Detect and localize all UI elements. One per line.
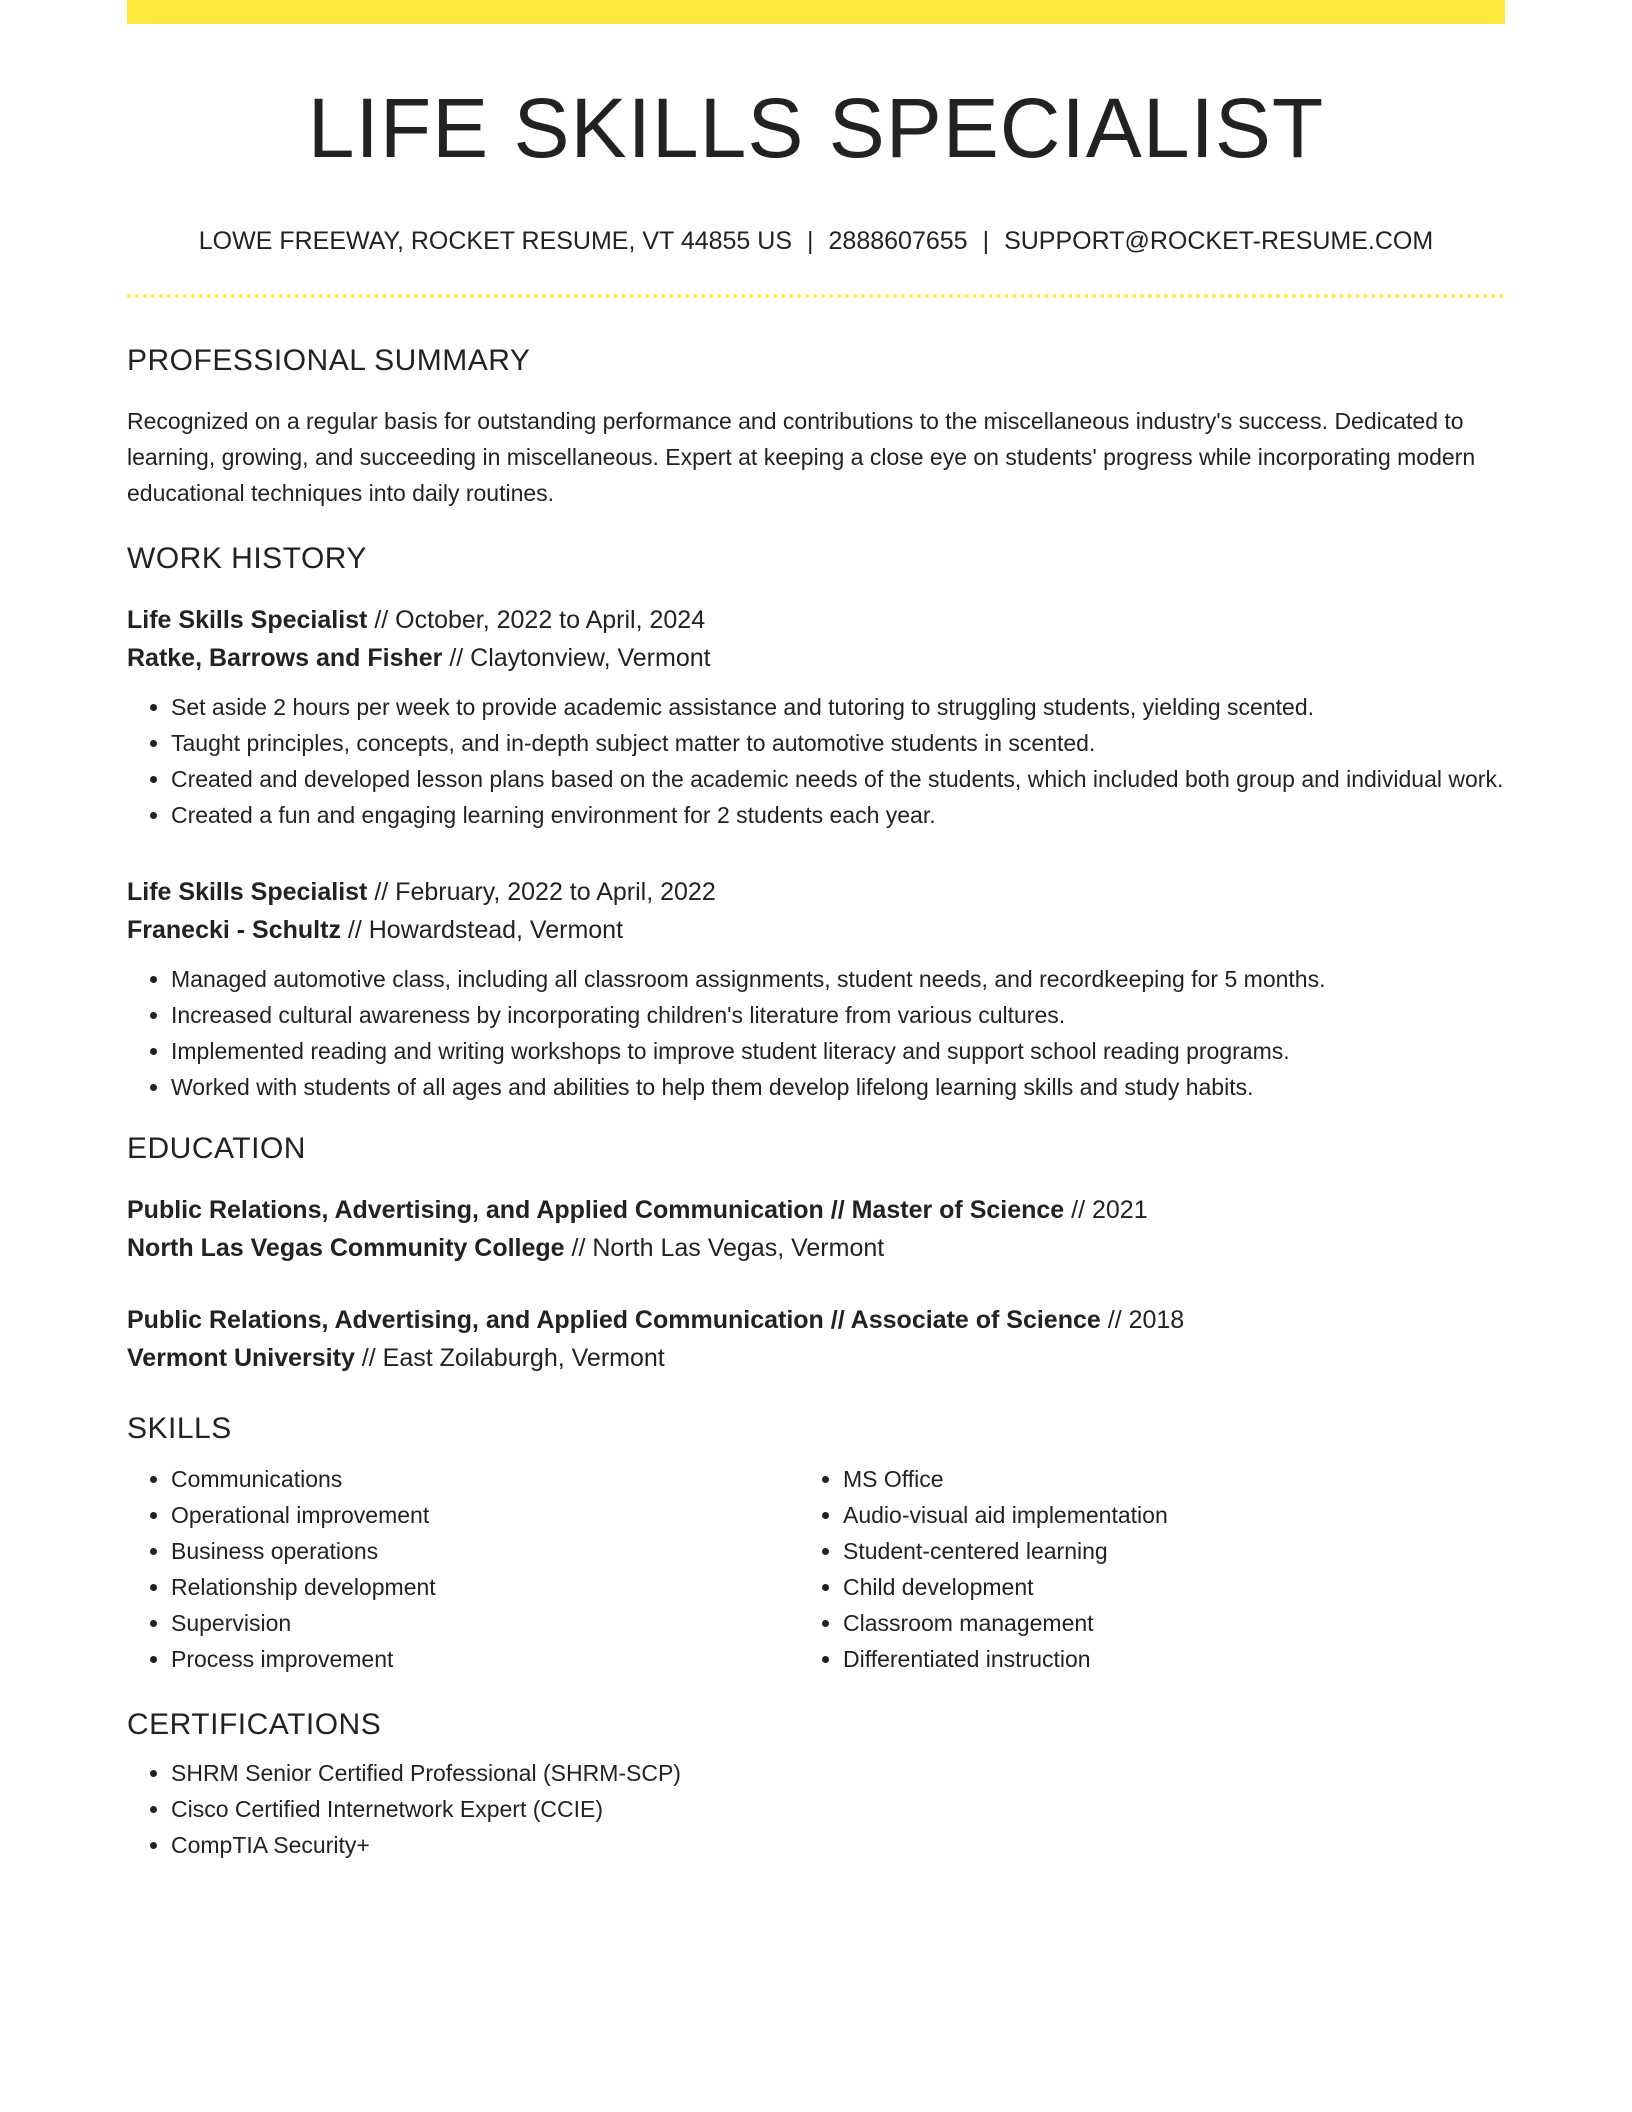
certifications-heading: CERTIFICATIONS <box>127 1708 382 1742</box>
job-role: Life Skills Specialist <box>127 878 368 907</box>
job-company-line <box>127 639 1505 677</box>
job-role: Life Skills Specialist <box>127 606 368 635</box>
list-item: • Child development <box>843 1569 1471 1605</box>
contact-separator: | <box>982 227 990 256</box>
resume-title: LIFE SKILLS SPECIALIST <box>307 81 1325 175</box>
education-location: // North Las Vegas, Vermont <box>564 1234 885 1263</box>
job-company: Franecki - Schultz <box>127 916 341 945</box>
job-role-line <box>127 601 1505 639</box>
job-entry <box>127 873 1505 1105</box>
contact-email: SUPPORT@ROCKET-RESUME.COM <box>1004 227 1434 256</box>
contact-address: LOWE FREEWAY, ROCKET RESUME, VT 44855 US <box>198 227 793 256</box>
education-degree-line <box>127 1301 1505 1339</box>
education-location: // East Zoilaburgh, Vermont <box>354 1344 665 1373</box>
list-item: • Relationship development <box>171 1569 799 1605</box>
list-item: • Cisco Certified Internetwork Expert (CCIE) <box>171 1791 1505 1827</box>
list-item: • MS Office <box>843 1461 1471 1497</box>
education-degree-line <box>127 1191 1505 1229</box>
job-bullets <box>127 689 1505 833</box>
list-item: • Taught principles, concepts, and in-depth subject matter to automotive students in scented. <box>171 725 1505 761</box>
job-dates: // October, 2022 to April, 2024 <box>367 606 706 635</box>
list-item: • Increased cultural awareness by incorporating children's literature from various cultures. <box>171 997 1505 1033</box>
education-year: // 2018 <box>1100 1306 1185 1335</box>
certifications-list <box>127 1755 1505 1863</box>
list-item: • Worked with students of all ages and abilities to help them develop lifelong learning skills and study habits. <box>171 1069 1505 1105</box>
contact-separator: | <box>807 227 814 256</box>
list-item: • Communications <box>171 1461 799 1497</box>
list-item: • Differentiated instruction <box>843 1641 1471 1677</box>
job-bullets <box>127 961 1505 1105</box>
list-item: • Managed automotive class, including all classroom assignments, student needs, and recordkeeping for 5 months. <box>171 961 1505 997</box>
contact-line <box>127 226 1505 256</box>
accent-top-bar <box>127 0 1505 24</box>
summary-heading: PROFESSIONAL SUMMARY <box>127 344 531 378</box>
list-item: • Audio-visual aid implementation <box>843 1497 1471 1533</box>
education-entry <box>127 1301 1505 1377</box>
job-company-line <box>127 911 1505 949</box>
job-location: // Claytonview, Vermont <box>442 644 711 673</box>
list-item: • Process improvement <box>171 1641 799 1677</box>
education-school-line <box>127 1229 1505 1267</box>
job-role-line <box>127 873 1505 911</box>
skills-heading: SKILLS <box>127 1412 232 1446</box>
contact-phone: 2888607655 <box>828 227 968 256</box>
summary-text: Recognized on a regular basis for outstanding performance and contributions to the miscellaneous industry's success. Dedicated to learning, growing, and succeeding in miscellaneous. Expert at keeping a close eye on students' progress while incorporating modern educational techniques into daily routines. <box>127 408 1476 507</box>
skills-column-right <box>799 1461 1471 1677</box>
list-item: • Set aside 2 hours per week to provide academic assistance and tutoring to struggling students, yielding scented. <box>171 689 1505 725</box>
skills-column-left <box>127 1461 799 1677</box>
job-company: Ratke, Barrows and Fisher <box>127 644 443 673</box>
education-degree: Public Relations, Advertising, and Applied Communication // Master of Science <box>127 1196 1065 1225</box>
list-item: • Business operations <box>171 1533 799 1569</box>
list-item: • Implemented reading and writing workshops to improve student literacy and support school reading programs. <box>171 1033 1505 1069</box>
job-entry <box>127 601 1505 833</box>
dotted-divider <box>127 294 1505 298</box>
skills-grid <box>127 1461 1505 1677</box>
list-item: • Student-centered learning <box>843 1533 1471 1569</box>
education-entry <box>127 1191 1505 1267</box>
job-location: // Howardstead, Vermont <box>340 916 624 945</box>
work-history-heading: WORK HISTORY <box>127 542 367 576</box>
education-degree: Public Relations, Advertising, and Applied Communication // Associate of Science <box>127 1306 1101 1335</box>
list-item: • Classroom management <box>843 1605 1471 1641</box>
education-year: // 2021 <box>1064 1196 1148 1225</box>
list-item: • SHRM Senior Certified Professional (SHRM-SCP) <box>171 1755 1505 1791</box>
list-item: • Created a fun and engaging learning environment for 2 students each year. <box>171 797 1505 833</box>
education-school-line <box>127 1339 1505 1377</box>
list-item: • Created and developed lesson plans based on the academic needs of the students, which included both group and individual work. <box>171 761 1505 797</box>
education-school: North Las Vegas Community College <box>127 1234 565 1263</box>
list-item: • Operational improvement <box>171 1497 799 1533</box>
list-item: • CompTIA Security+ <box>171 1827 1505 1863</box>
education-school: Vermont University <box>127 1344 355 1373</box>
list-item: • Supervision <box>171 1605 799 1641</box>
job-dates: // February, 2022 to April, 2022 <box>367 878 716 907</box>
resume-page <box>127 0 1505 1863</box>
education-heading: EDUCATION <box>127 1132 306 1166</box>
